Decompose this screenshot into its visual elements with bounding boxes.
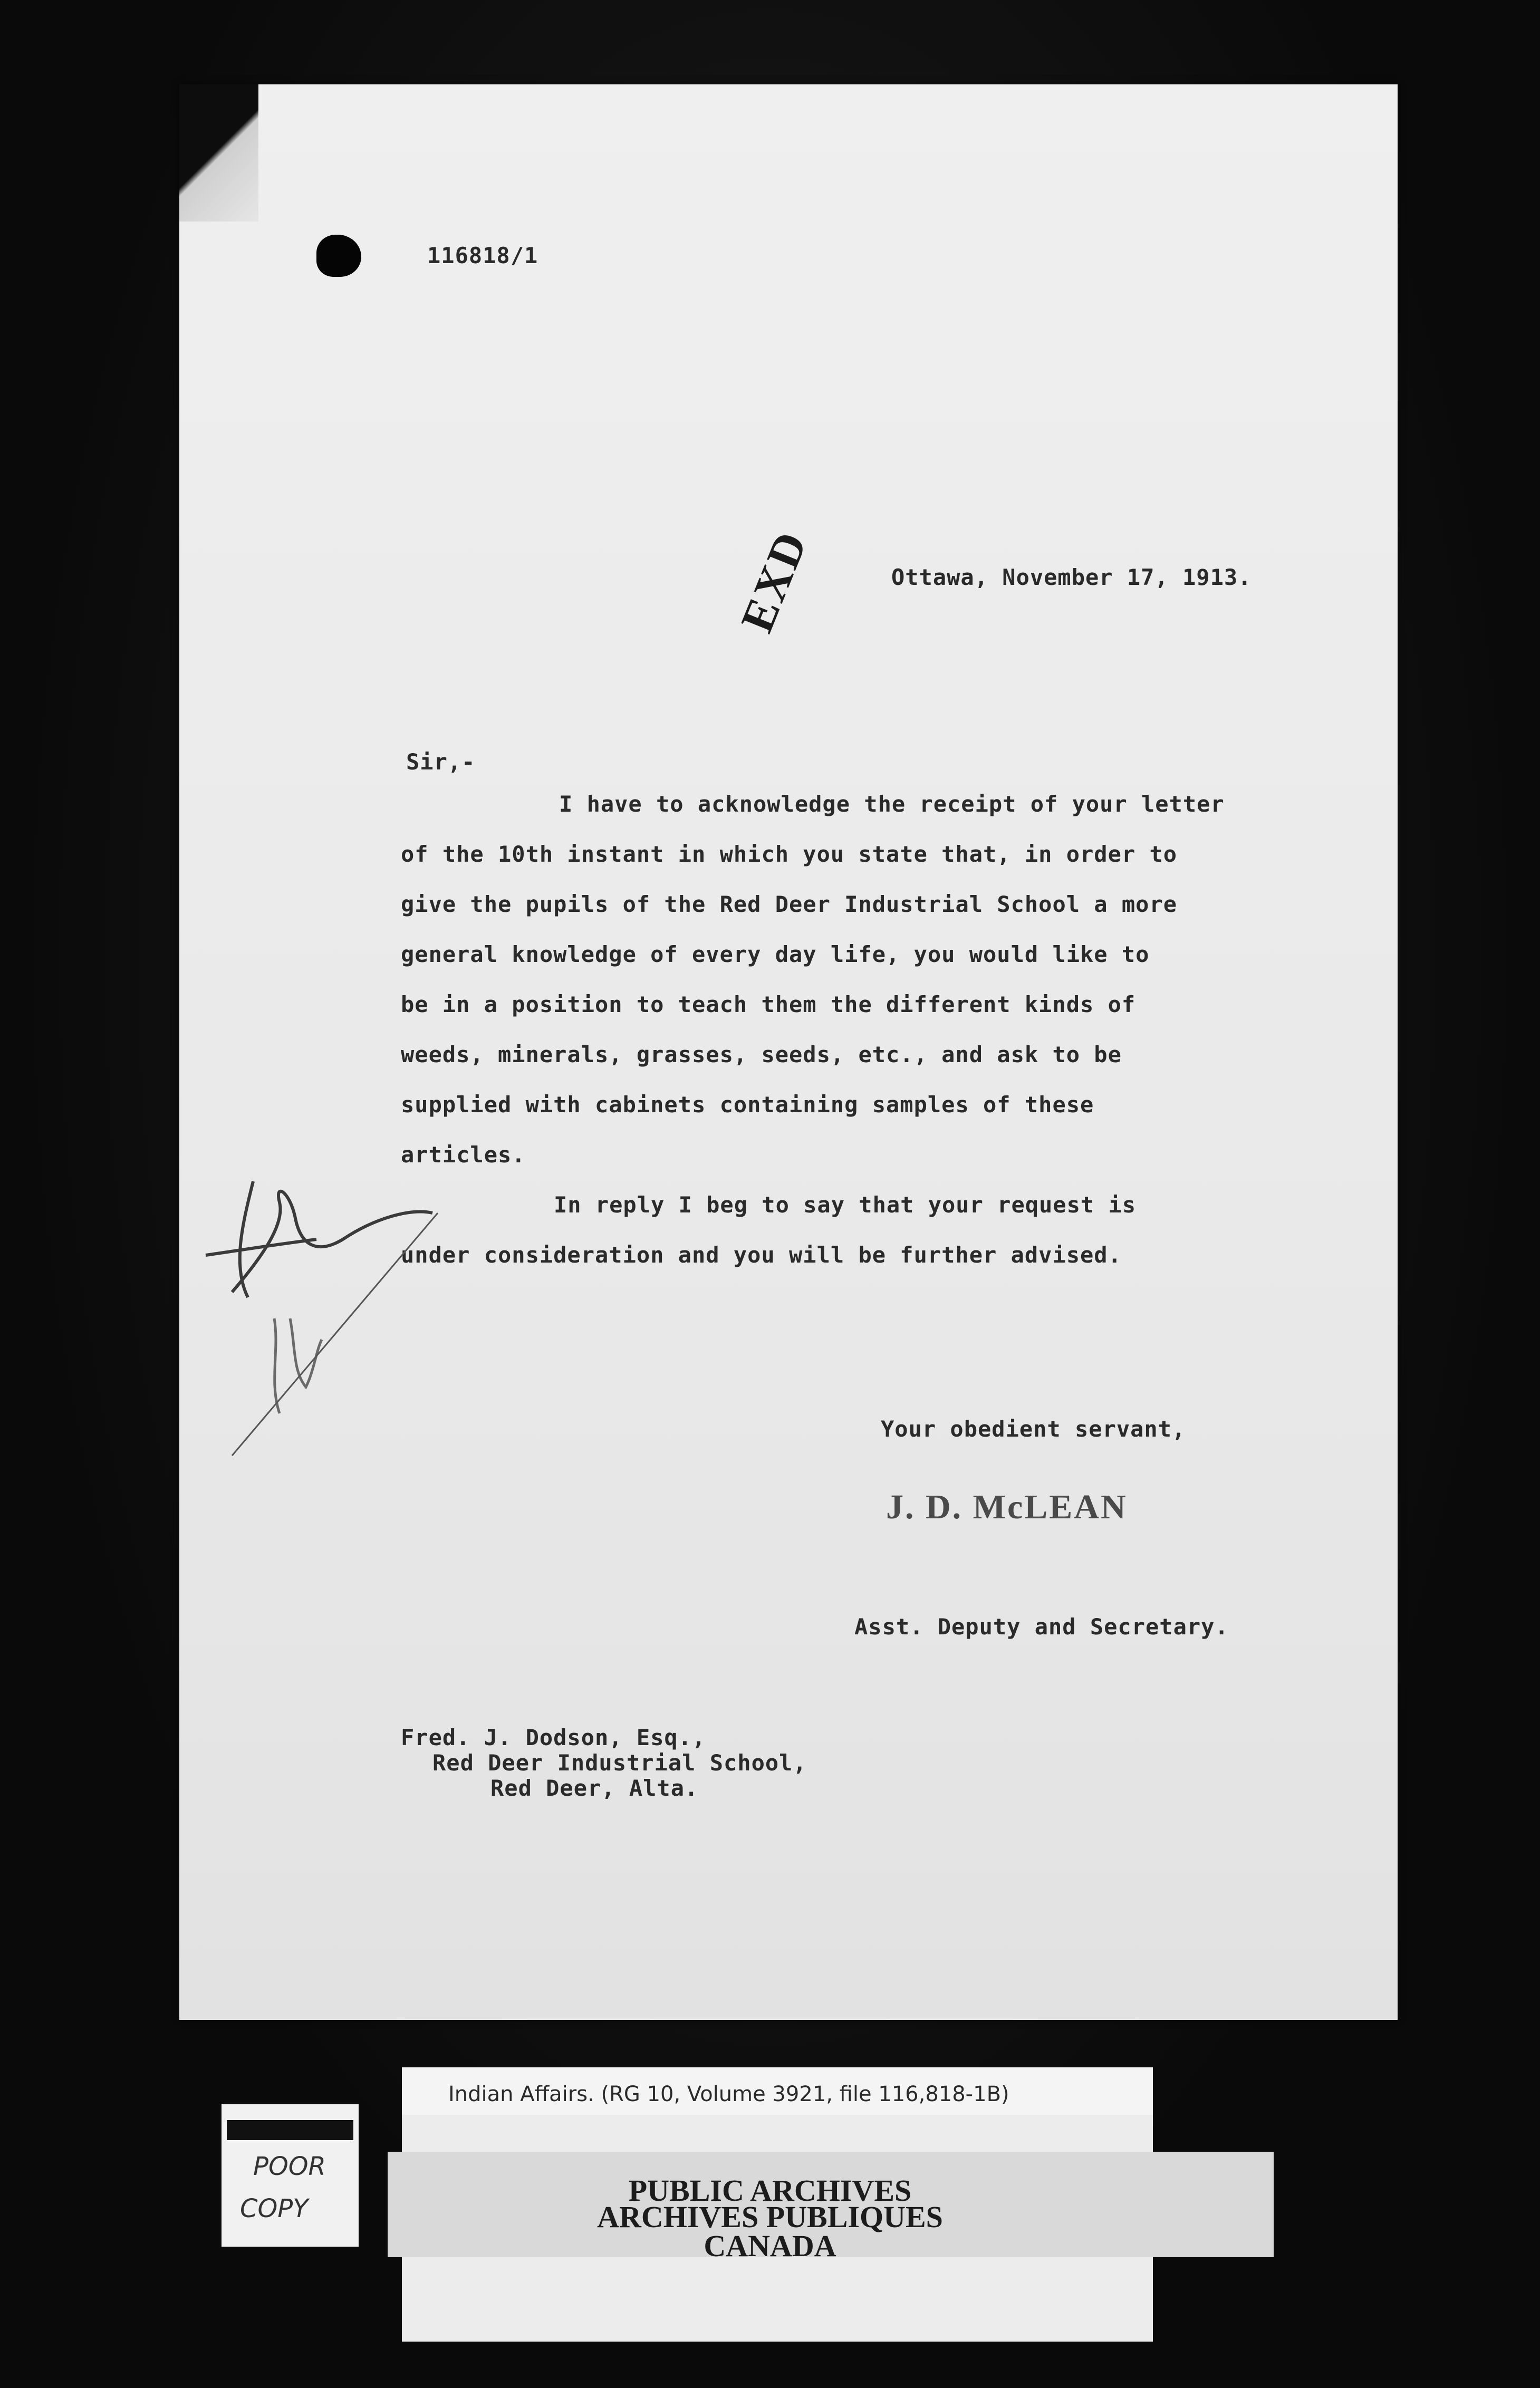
body-line: supplied with cabinets containing samples of these [401,1092,1094,1118]
file-number: 116818/1 [427,243,538,268]
body-line: give the pupils of the Red Deer Industrial School a more [401,891,1178,917]
body-line: under consideration and you will be further advised. [401,1242,1122,1268]
redaction-bar [227,2120,353,2140]
body-line: weeds, minerals, grasses, seeds, etc., and ask to be [401,1042,1122,1067]
letter-date: Ottawa, November 17, 1913. [891,564,1252,590]
archives-stamp-line: PUBLIC ARCHIVES [628,2173,912,2208]
body-line: of the 10th instant in which you state that, in order to [401,841,1178,867]
body-line: In reply I beg to say that your request is [554,1192,1137,1218]
closing: Your obedient servant, [881,1416,1186,1442]
body-line: be in a position to teach them the different kinds of [401,991,1136,1017]
address-line: Red Deer Industrial School, [432,1750,807,1776]
address-line: Red Deer, Alta. [490,1775,699,1801]
body-line: general knowledge of every day life, you would like to [401,941,1150,967]
exd-stamp: EXD [731,523,818,640]
body-line: articles. [401,1142,526,1168]
archives-stamp-line: ARCHIVES PUBLIQUES [597,2200,943,2234]
address-line: Fred. J. Dodson, Esq., [401,1725,706,1750]
signature-stamp: J. D. McLEAN [886,1488,1128,1526]
poor-copy-line: COPY [240,2194,309,2223]
poor-copy-line: POOR [253,2152,326,2181]
body-line: I have to acknowledge the receipt of your letter [559,791,1225,817]
archive-reference: Indian Affairs. (RG 10, Volume 3921, file 116,818-1B) [448,2082,1009,2106]
punch-hole [316,235,361,277]
signer-title: Asst. Deputy and Secretary. [854,1614,1229,1640]
salutation: Sir,- [406,749,476,775]
folded-corner [179,84,258,222]
archives-stamp-line: CANADA [704,2229,836,2263]
handwritten-initials [200,1160,454,1477]
